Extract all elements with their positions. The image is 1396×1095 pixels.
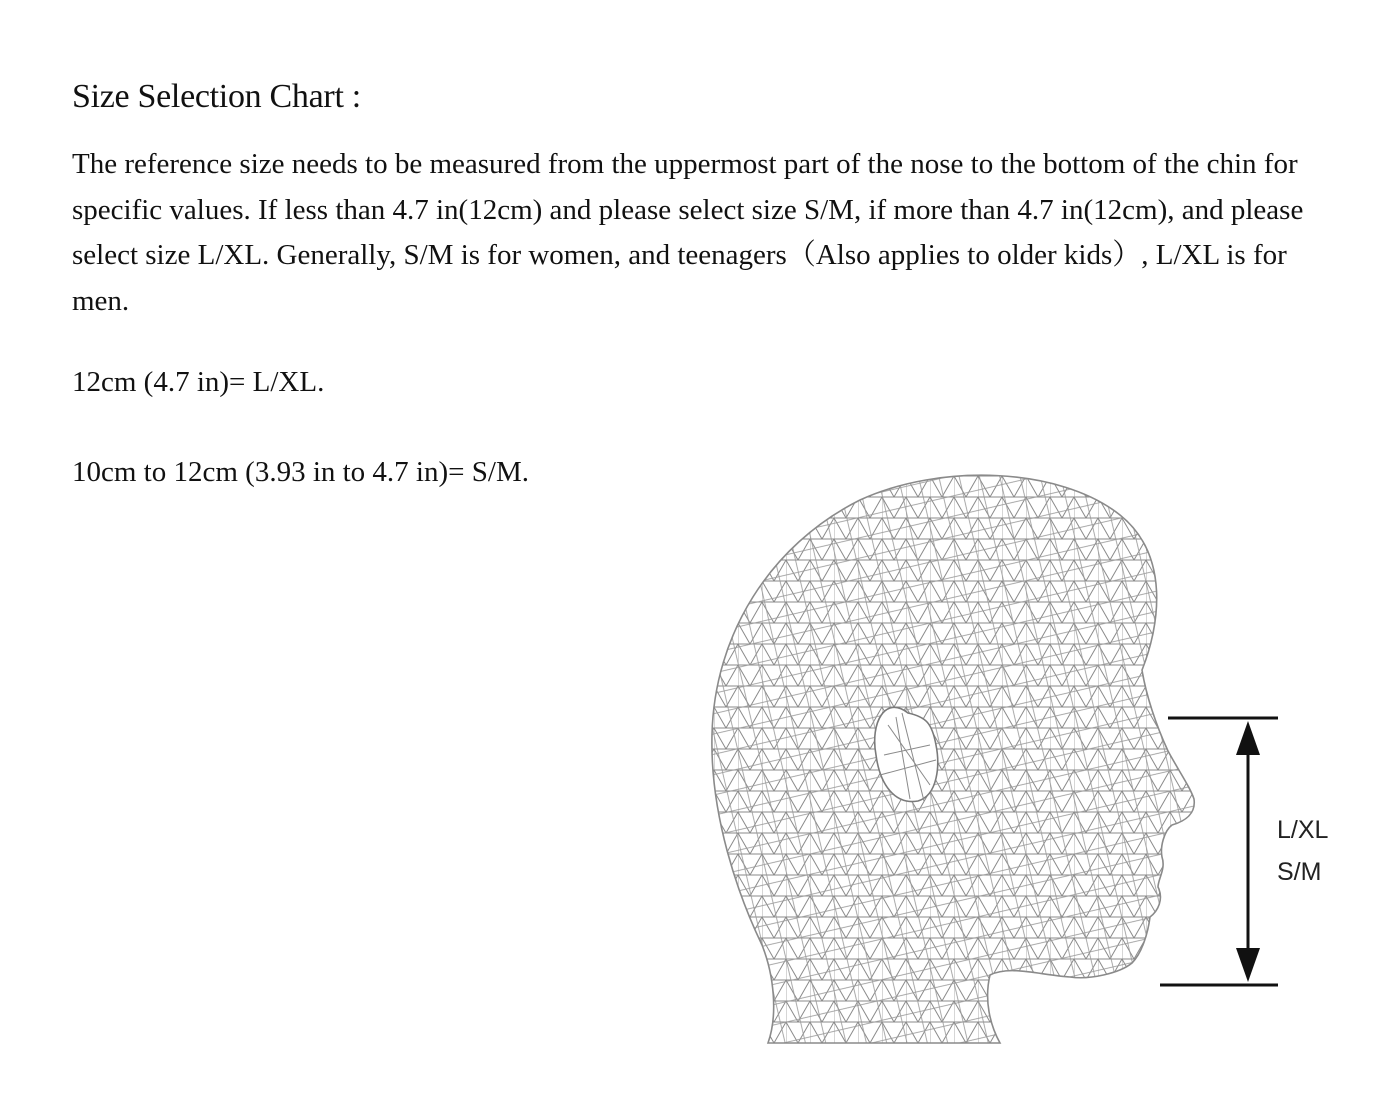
double-arrow-icon [1160, 718, 1278, 985]
size-line-large: 12cm (4.7 in)= L/XL. [72, 366, 325, 398]
size-line-small: 10cm to 12cm (3.93 in to 4.7 in)= S/M. [72, 456, 529, 488]
figure-label-large: L/XL [1277, 816, 1329, 844]
figure-label-small: S/M [1277, 858, 1322, 886]
page-title: Size Selection Chart : [72, 78, 361, 115]
measurement-figure [690, 455, 1370, 1055]
description-paragraph: The reference size needs to be measured from the uppermost part of the nose to the bottom of the chin for specific values. If less than 4.7 in(12cm) and please select size S/M, if more than 4.7 in(12cm), and please select size L/XL. Generally, S/M is for women, and teenagers（Also applies to older kids）, L/XL is for men. [72, 148, 1304, 317]
wireframe-head-icon [690, 455, 1370, 1055]
